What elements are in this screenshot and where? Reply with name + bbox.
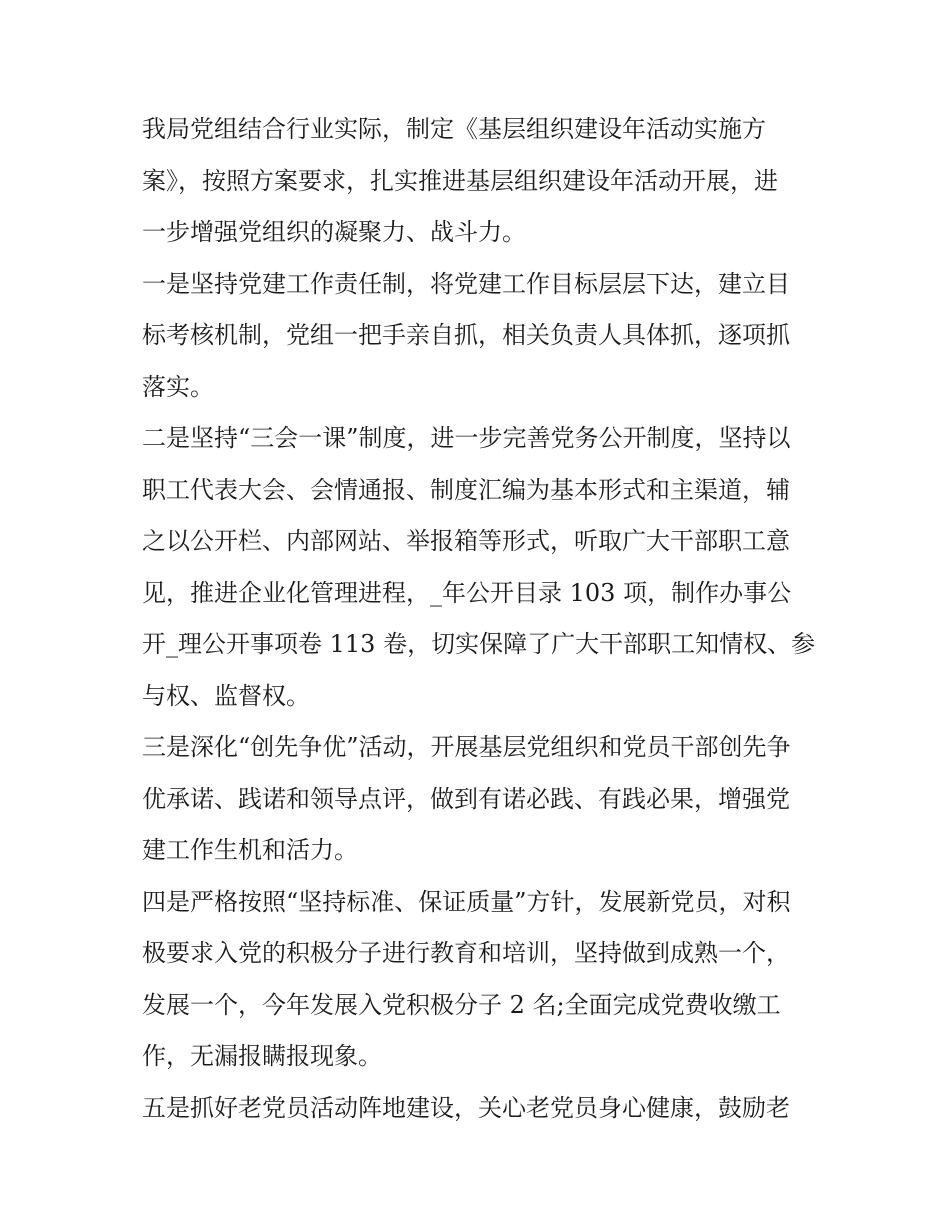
text-line: 之以公开栏、内部网站、举报箱等形式，听取广大干部职工意	[142, 527, 790, 555]
text-line: 开_理公开事项卷 113 卷，切实保障了广大干部职工知情权、参	[142, 630, 816, 658]
text-line: 作，无漏报瞒报现象。	[142, 1042, 382, 1070]
paragraph-point-5	[142, 1083, 832, 1135]
text-line: 我局党组结合行业实际，制定《基层组织建设年活动实施方	[142, 115, 766, 143]
paragraph-point-1	[142, 259, 832, 414]
paragraph-point-2	[142, 413, 832, 722]
text-line: 职工代表大会、会情通报、制度汇编为基本形式和主渠道，辅	[142, 475, 790, 504]
text-line: 极要求入党的积极分子进行教育和培训，坚持做到成熟一个，	[142, 939, 790, 967]
text-line: 发展一个，今年发展入党积极分子 2 名;全面完成党费收缴工	[142, 990, 781, 1019]
text-line: 建工作生机和活力。	[142, 836, 358, 864]
text-line: 标考核机制，党组一把手亲自抓，相关负责人具体抓，逐项抓	[142, 321, 790, 349]
paragraph-intro	[142, 104, 832, 259]
paragraph-point-4	[142, 877, 832, 1083]
body-text	[142, 104, 832, 1134]
text-line: 见，推进企业化管理进程，_年公开目录 103 项，制作办事公	[142, 578, 792, 607]
text-line: 五是抓好老党员活动阵地建设，关心老党员身心健康，鼓励老	[142, 1093, 790, 1122]
text-line: 案》，按照方案要求，扎实推进基层组织建设年活动开展，进	[142, 166, 778, 195]
text-line: 落实。	[142, 372, 214, 401]
text-line: 三是深化“创先争优”活动，开展基层党组织和党员干部创先争	[142, 733, 791, 761]
text-line: 一是坚持党建工作责任制，将党建工作目标层层下达，建立目	[142, 269, 790, 298]
paragraph-point-3	[142, 722, 832, 877]
text-line: 与权、监督权。	[142, 681, 310, 710]
text-line: 一步增强党组织的凝聚力、战斗力。	[142, 218, 526, 246]
text-line: 优承诺、践诺和领导点评，做到有诺必践、有践必果，增强党	[142, 784, 790, 813]
text-line: 二是坚持“三会一课”制度，进一步完善党务公开制度，坚持以	[142, 424, 791, 452]
text-line: 四是严格按照“坚持标准、保证质量”方针，发展新党员，对积	[142, 887, 791, 916]
